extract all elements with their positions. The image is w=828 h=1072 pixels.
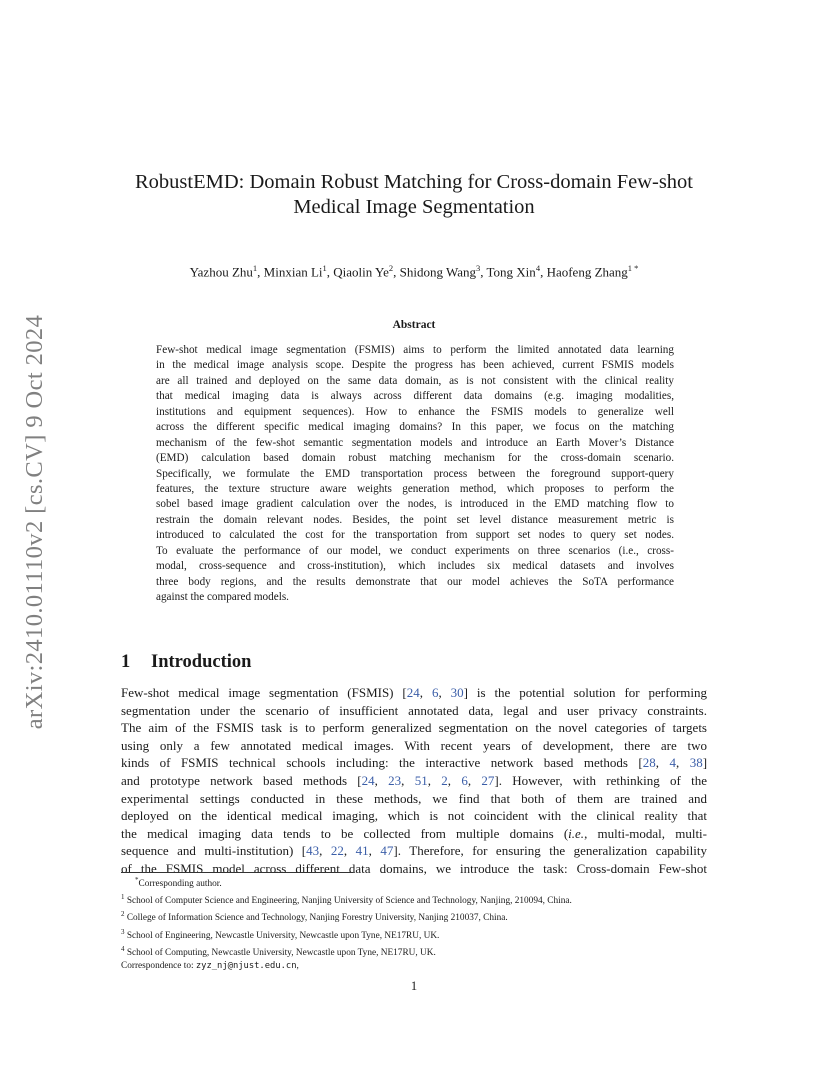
abstract-body <box>156 343 674 605</box>
citation-link: 47 <box>380 843 394 859</box>
arxiv-identifier: arXiv:2410.01110v2 [cs.CV] 9 Oct 2024 <box>21 314 48 730</box>
citation-link: 4 <box>669 755 676 771</box>
citation-link: 43 <box>306 843 320 859</box>
section-title: Introduction <box>151 652 252 672</box>
footnote-mark: 3 <box>121 927 125 936</box>
abstract-line: Few-shot medical image segmentation (FSMIS) aims to perform the limited annotated data learning <box>156 344 674 356</box>
citation-link: 38 <box>689 755 703 771</box>
abstract-line: institutions and equipment sequences). How to enhance the FSMIS models to generalize well <box>156 405 674 418</box>
abstract-line: (EMD) calculation based domain robust matching mechanism for the cross-domain scenario. <box>156 452 674 465</box>
intro-line: The aim of the FSMIS task is to perform generalized segmentation on the novel categories of targets <box>121 720 707 736</box>
intro-line: using only a few annotated medical images. With recent years of development, there are two <box>121 737 707 753</box>
abstract-line: that medical imaging data is always across different data domains (e.g. imaging modalities, <box>156 390 674 403</box>
abstract-line: mechanism of the few-shot semantic segmentation models and introduce an Earth Mover’s Distance <box>156 436 674 449</box>
intro-line: experimental settings conducted in these methods, we find that both of them are trained and <box>121 790 707 806</box>
abstract-line: three body regions, and the results demonstrate that our model achieves the SoTA performance <box>156 575 674 588</box>
citation-link: 2 <box>441 772 448 788</box>
arxiv-side-stamp <box>22 292 48 752</box>
title-line: RobustEMD: Domain Robust Matching for Cross-domain Few-shot <box>134 171 694 193</box>
abstract-line: introduced to calculated the cost for the transportation from support set nodes to query set nodes. <box>156 529 674 542</box>
intro-line: segmentation under the scenario of insufficient annotated data, legal and user privacy constraints. <box>121 702 707 718</box>
italic-text: i.e. <box>568 825 585 841</box>
footnote-affiliation: $^2$ College of Information Science and Technology, Nanjing Forestry University, Nanjing 210037, China. <box>121 910 508 924</box>
abstract-line: are all trained and deployed on the same data domain, as is not consistent with the clinical reality <box>156 374 674 387</box>
abstract-heading: Abstract <box>392 319 436 331</box>
correspondence-email: zyz_nj@njust.edu.cn <box>195 960 297 971</box>
introduction-body <box>121 684 707 878</box>
citation-link: 51 <box>414 772 428 788</box>
intro-line: the medical imaging data tends to be collected from multiple domains (i.e., multi-modal, multi- <box>121 825 707 841</box>
intro-line: of the FSMIS model across different data domains, we introduce the task: Cross-domain Few-shot <box>121 860 707 876</box>
abstract-line: in the medical image analysis scope. Despite the progress has been achieved, current FSMIS models <box>156 359 674 372</box>
intro-line: kinds of FSMIS technical schools including: the interactive network based methods [28, 4, 38] <box>121 755 707 771</box>
title-line: Medical Image Segmentation <box>293 196 535 218</box>
author-name: Haofeng Zhang <box>546 264 628 280</box>
author-name: Minxian Li <box>263 264 323 280</box>
citation-link: 24 <box>406 685 420 700</box>
author-name: Qiaolin Ye <box>333 264 389 280</box>
abstract-line: modal, cross-sequence and cross-institution), which includes six medical datasets and involves <box>156 560 674 573</box>
author-name: Yazhou Zhu <box>189 264 253 280</box>
abstract-line: To evaluate the performance of our model, we conduct experiments on three scenarios (i.e., cross- <box>156 544 674 557</box>
abstract-line: sobel based image gradient calculation over the nodes, is introduced in the EMD matching flow to <box>156 498 674 511</box>
footnote-mark: 4 <box>121 944 125 953</box>
author-affiliation-mark: 1 <box>322 263 327 273</box>
intro-line: Few-shot medical image segmentation (FSMIS) [24, 6, 30] is the potential solution for performing <box>121 685 707 700</box>
author-name: Tong Xin <box>486 264 536 280</box>
author-affiliation-mark: 2 <box>388 263 394 273</box>
abstract-line: restrain the domain relevant nodes. Besides, the point set level distance measurement metric is <box>156 513 674 526</box>
author-affiliation-mark: 4 <box>535 263 541 273</box>
author-name: Shidong Wang <box>399 264 476 280</box>
footnotes <box>121 874 721 973</box>
paper-title <box>100 170 728 220</box>
citation-link: 41 <box>355 843 369 859</box>
intro-line: and prototype network based methods [24, 23, 51, 2, 6, 27]. However, with rethinking of the <box>121 772 707 788</box>
citation-link: 27 <box>481 772 495 788</box>
footnote-affiliation: $^1$ School of Computer Science and Engineering, Nanjing University of Science and Technology, Nanjing, 210094, China. <box>121 893 572 907</box>
footnote-affiliation: $^4$ School of Computing, Newcastle University, Newcastle upon Tyne, NE17RU, UK. <box>121 944 436 958</box>
correspondence-line: Correspondence to: zyz_nj@njust.edu.cn, <box>121 960 299 971</box>
abstract-line: across the different specific medical imaging domains? In this paper, we focus on the matching <box>156 421 674 434</box>
citation-link: 6 <box>431 685 439 700</box>
citation-link: 28 <box>642 755 656 771</box>
citation-link: 22 <box>330 843 344 859</box>
section-heading <box>121 652 251 673</box>
author-affiliation-mark: 1 <box>252 263 258 273</box>
footnote-corresponding: *Corresponding author. <box>135 876 222 890</box>
intro-line: deployed on the identical medical imaging, which is not coincident with the clinical reality that <box>121 808 707 824</box>
footnote-mark: 2 <box>121 910 125 919</box>
citation-link: 30 <box>450 685 464 700</box>
footnote-mark: 1 <box>121 893 125 902</box>
abstract-line: features, the texture structure aware weights generation method, which proposes to perform the <box>156 482 674 495</box>
footnote-mark: * <box>135 876 139 884</box>
citation-link: 23 <box>388 772 402 788</box>
citation-link: 6 <box>461 772 468 788</box>
page-number: 1 <box>410 979 418 993</box>
author-affiliation-mark: 3 <box>476 263 481 273</box>
abstract-line: against the compared models. <box>156 591 289 603</box>
section-number: 1 <box>121 652 131 672</box>
footnote-affiliation: $^3$ School of Engineering, Newcastle University, Newcastle upon Tyne, NE17RU, UK. <box>121 927 440 941</box>
author-list: Yazhou Zhu$^1$, Minxian Li$^1$, Qiaolin Ye$^2$, Shidong Wang$^3$, Tong Xin$^4$, Haofeng Zhang$^{1 *}$ <box>189 263 639 280</box>
footnote-divider <box>121 872 353 873</box>
author-affiliation-mark: 1 * <box>627 263 639 273</box>
abstract-line: Specifically, we formulate the EMD transportation process between the foreground support-query <box>156 467 674 480</box>
citation-link: 24 <box>361 772 375 788</box>
intro-line: sequence and multi-institution) [43, 22, 41, 47]. Therefore, for ensuring the generalization capability <box>121 843 707 859</box>
